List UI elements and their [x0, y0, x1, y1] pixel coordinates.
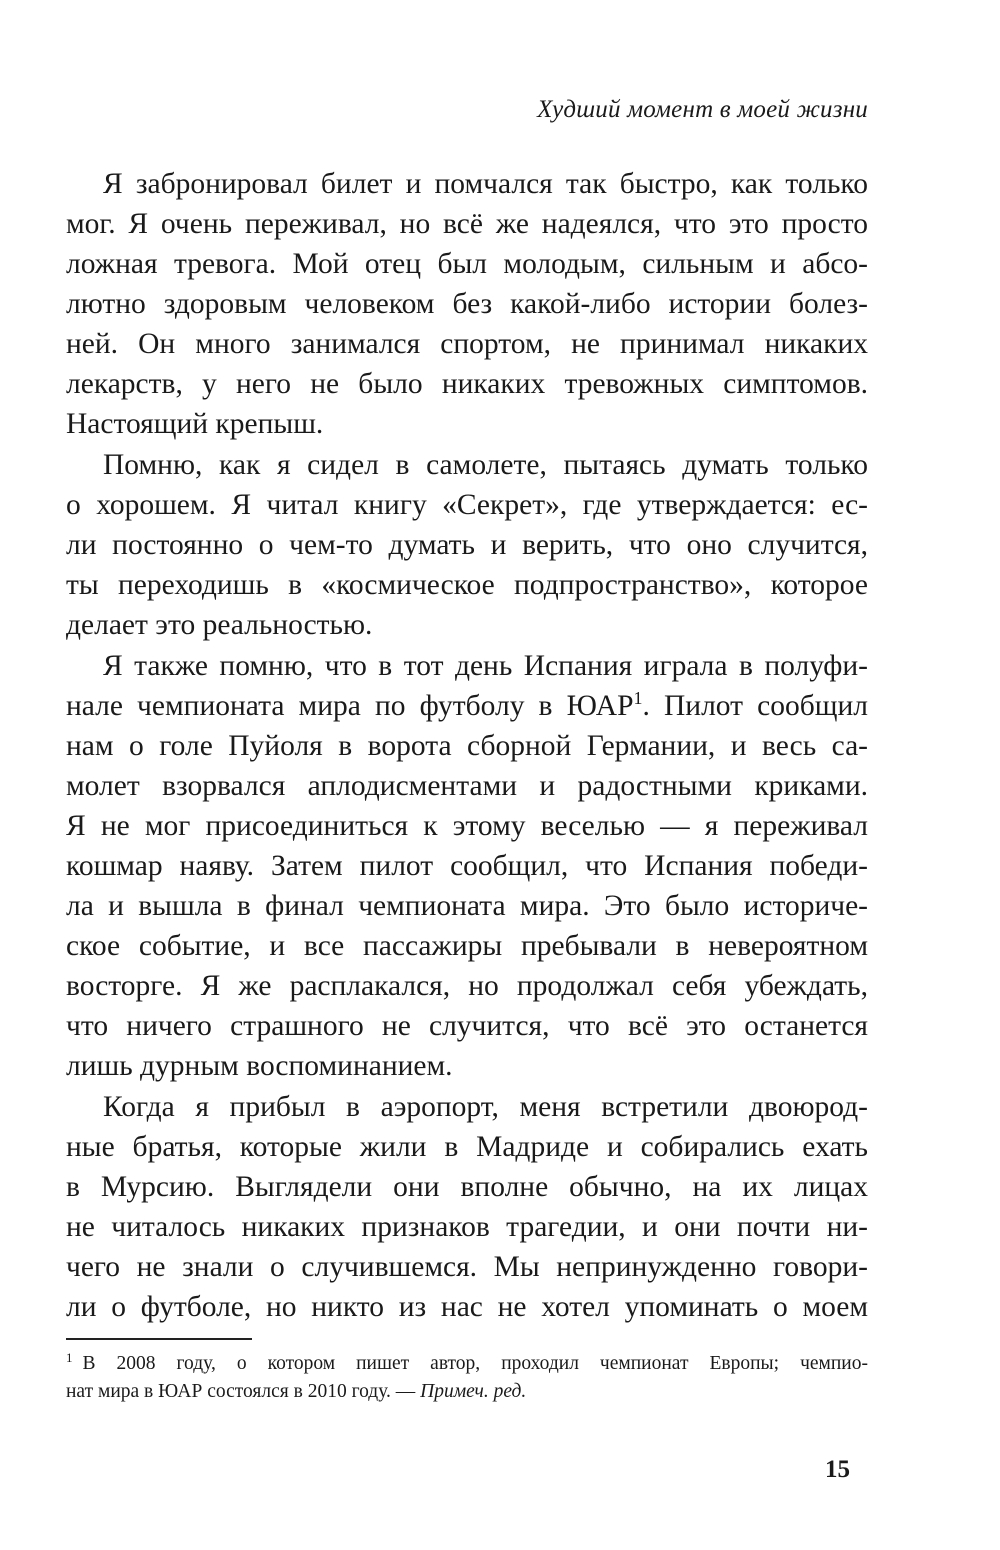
text-segment: нале чемпионата мира по футболу в ЮАР — [66, 690, 634, 722]
text-line: Я забронировал билет и помчался так быстро, как только — [103, 168, 868, 200]
page-number: 15 — [825, 1456, 850, 1483]
text-line: ней. Он много занимался спортом, не принимал никаких — [66, 328, 868, 360]
footnote-marker: 1 — [66, 1350, 73, 1365]
footnote-line — [66, 1378, 868, 1406]
text-line: ское событие, и все пассажиры пребывали в невероятном — [66, 930, 868, 962]
text-line: молет взорвался аплодисментами и радостными криками. — [66, 770, 868, 802]
text-line: лишь дурным воспоминанием. — [66, 1050, 453, 1082]
text-line: не читалось никаких признаков трагедии, и они почти ни- — [66, 1211, 868, 1243]
text-line: что ничего страшного не случится, что всё это останется — [66, 1010, 868, 1042]
text-line: Настоящий крепыш. — [66, 408, 324, 440]
text-line: Помню, как я сидел в самолете, пытаясь думать только — [103, 449, 868, 481]
text-line: лютно здоровым человеком без какой-либо истории болез- — [66, 288, 868, 320]
text-line: чего не знали о случившемся. Мы непринужденно говори- — [66, 1251, 868, 1283]
text-line: в Мурсию. Выглядели они вполне обычно, на их лицах — [66, 1171, 868, 1203]
text-line: нам о голе Пуйоля в ворота сборной Германии, и весь са- — [66, 730, 868, 762]
text-line: Когда я прибыл в аэропорт, меня встретили двоюрод- — [103, 1091, 868, 1123]
footnote-text: нат мира в ЮАР состоялся в 2010 году. — — [66, 1381, 421, 1402]
text-line: ла и вышла в финал чемпионата мира. Это было историче- — [66, 890, 868, 922]
text-line: ложная тревога. Мой отец был молодым, сильным и абсо- — [66, 248, 868, 280]
text-line: лекарств, у него не было никаких тревожных симптомов. — [66, 368, 868, 400]
text-line: восторге. Я же расплакался, но продолжал себя убеждать, — [66, 970, 868, 1002]
footnote-line — [66, 1350, 868, 1378]
text-line: ные братья, которые жили в Мадриде и собирались ехать — [66, 1131, 868, 1163]
text-line: ли постоянно о чем-то думать и верить, что оно случится, — [66, 529, 868, 561]
text-line: Я также помню, что в тот день Испания играла в полуфи- — [103, 650, 868, 682]
text-line: Я не мог присоединиться к этому веселью — я переживал — [66, 810, 868, 842]
text-line: делает это реальностью. — [66, 609, 373, 641]
footnote-divider — [66, 1338, 252, 1340]
editor-note: Примеч. ред. — [420, 1381, 527, 1402]
text-line: ты переходишь в «космическое подпространство», которое — [66, 569, 868, 601]
running-header: Худший момент в моей жизни — [537, 96, 868, 123]
text-segment: . Пилот сообщил — [642, 690, 868, 722]
footnote-reference[interactable]: 1 — [633, 688, 643, 708]
text-line: ли о футболе, но никто из нас не хотел упоминать о моем — [66, 1291, 868, 1323]
text-line: о хорошем. Я читал книгу «Секрет», где утверждается: ес- — [66, 489, 868, 521]
text-line-with-footnote-ref — [66, 689, 868, 723]
text-line: мог. Я очень переживал, но всё же надеялся, что это просто — [66, 208, 868, 240]
text-line: кошмар наяву. Затем пилот сообщил, что Испания победи- — [66, 850, 868, 882]
footnote-text: В 2008 году, о котором пишет автор, проходил чемпионат Европы; чемпио- — [82, 1353, 868, 1374]
